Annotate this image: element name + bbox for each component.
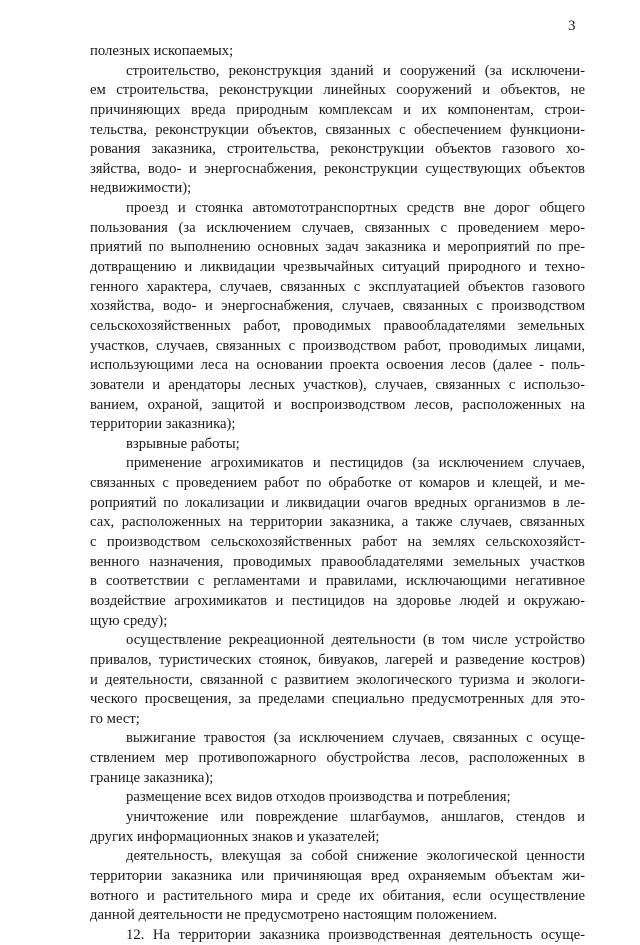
text-line: го мест; [90, 710, 140, 727]
text-line: зователи и арендаторы лесных участков), случаев, связанных с использо- [90, 376, 585, 393]
text-line: в соответствии с регламентами и правилами, исключающими негативное [90, 573, 585, 590]
text-line: привалов, туристических стоянок, бивуаков, лагерей и разведение костров) [90, 651, 585, 668]
text-line: полезных ископаемых; [90, 43, 234, 59]
text-line: применение агрохимикатов и пестицидов (за исключением случаев, [126, 455, 585, 472]
text-line: взрывные работы; [126, 435, 240, 452]
text-line: пользования (за исключением случаев, связанных с проведением меро- [90, 219, 585, 236]
text-line: проезд и стоянка автомототранспортных средств вне дорог общего [126, 200, 585, 217]
text-line: территории заказника); [90, 416, 236, 433]
text-line: участков, случаев, связанных с производством работ, проводимых лицами, [90, 337, 585, 354]
text-line: воздействие агрохимикатов и пестицидов на здоровье людей и окружаю- [90, 592, 585, 609]
text-line: зяйства, водо- и энергоснабжения, реконструкции существующих объектов [90, 160, 585, 177]
text-line: границе заказника); [90, 769, 214, 786]
text-line: рования заказника, строительства, реконструкции объектов газового хо- [90, 141, 585, 158]
text-line: осуществление рекреационной деятельности (в том числе устройство [126, 632, 585, 649]
text-line: дотвращению и ликвидации чрезвычайных ситуаций природного и техно- [90, 259, 585, 276]
text-line: щую среду); [90, 612, 168, 629]
text-line: сах, расположенных на территории заказника, а также случаев, связанных [90, 514, 585, 531]
text-line: венного назначения, проводимых правообладателями земельных участков [90, 553, 585, 570]
text-line: уничтожение или повреждение шлагбаумов, аншлагов, стендов и [126, 808, 585, 825]
text-line: сельскохозяйственных работ, проводимых правообладателями земельных [90, 317, 585, 334]
text-line: других информационных знаков и указателей; [90, 828, 380, 845]
text-line: хозяйства, водо- и энергоснабжения, случаев, связанных с производством [90, 298, 585, 315]
text-line: данной деятельности не предусмотрено настоящим положением. [90, 907, 498, 924]
text-line: выжигание травостоя (за исключением случаев, связанных с осуще- [126, 730, 585, 747]
text-line: роприятий по локализации и ликвидации очагов вредных организмов в ле- [90, 494, 585, 511]
text-line: приятий по выполнению основных задач заказника и мероприятий по пре- [90, 239, 585, 256]
text-line: генного характера, случаев, связанных с эксплуатацией объектов газового [90, 278, 585, 295]
text-line: ванием, охраной, защитой и воспроизводством лесов, расположенных на [90, 396, 585, 413]
text-line: ческого просвещения, за пределами специально предусмотренных для это- [90, 691, 585, 708]
text-line: 12. На территории заказника производственная деятельность осуще- [126, 926, 585, 943]
body-text [90, 42, 585, 945]
text-line: тельства, реконструкции объектов, связанных с обеспечением функциони- [90, 121, 585, 138]
text-line: деятельность, влекущая за собой снижение экологической ценности [126, 848, 585, 865]
text-line: территории заказника или причиняющая вред охраняемым объектам жи- [90, 867, 585, 884]
text-line: ем строительства, реконструкции линейных сооружений и объектов, не [90, 82, 585, 99]
text-line: недвижимости); [90, 180, 192, 197]
text-line: связанных с проведением работ по обработке от комаров и клещей, и ме- [90, 475, 585, 492]
text-line: ствлением мер противопожарного обустройства лесов, расположенных в [90, 750, 585, 767]
text-line: причиняющих вреда природным комплексам и их компонентам, строи- [90, 101, 585, 118]
text-line: вотного и растительного мира и среде их обитания, если осуществление [90, 887, 585, 904]
text-line: строительство, реконструкция зданий и сооружений (за исключени- [126, 62, 585, 79]
text-line: и деятельности, связанной с развитием экологического туризма и экологи- [90, 671, 585, 688]
text-line: размещение всех видов отходов производства и потребления; [126, 789, 511, 806]
text-line: использующими леса на основании проекта освоения лесов (далее - поль- [90, 357, 585, 374]
text-line: с производством сельскохозяйственных работ на землях сельскохозяйст- [90, 534, 585, 551]
page-number: 3 [568, 18, 576, 34]
